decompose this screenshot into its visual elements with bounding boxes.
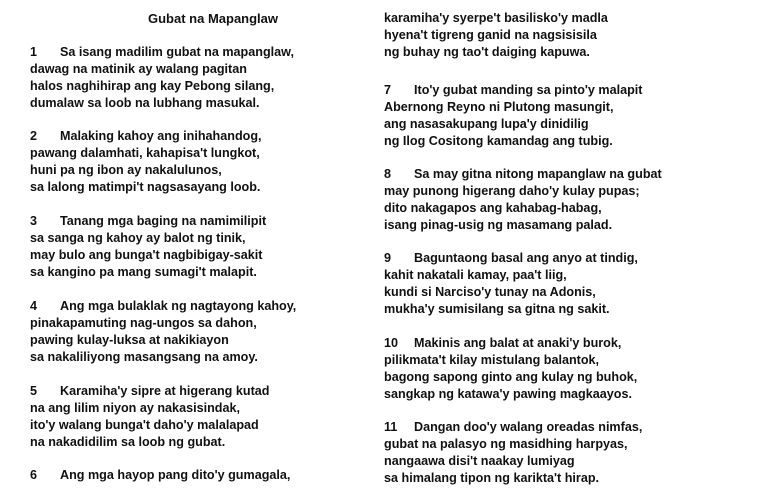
- verse-line: [30, 467, 290, 484]
- verse-line: [384, 453, 642, 470]
- verse-line: [384, 470, 642, 487]
- verse-line: [30, 179, 262, 196]
- verse-line: [30, 61, 294, 78]
- verse-text: ng buhay ng tao't daiging kapuwa.: [384, 45, 590, 59]
- verse-line: [384, 116, 643, 133]
- stanza: [30, 298, 296, 366]
- stanza: [384, 419, 642, 487]
- verse-line: [30, 78, 294, 95]
- stanza: [30, 128, 262, 196]
- stanza: [30, 44, 294, 112]
- verse-text: Makinis ang balat at anaki'y burok,: [414, 336, 622, 350]
- verse-line: [384, 27, 608, 44]
- verse-text: Ang mga hayop pang dito'y gumagala,: [60, 468, 291, 482]
- verse-text: Sa isang madilim gubat na mapanglaw,: [60, 45, 294, 59]
- verse-line: [384, 217, 662, 234]
- stanza: [30, 467, 290, 484]
- verse-text: pilikmata't kilay mistulang balantok,: [384, 353, 600, 367]
- verse-text: nangaawa disi't naakay lumiyag: [384, 454, 575, 468]
- verse-text: dawag na matinik ay walang pagitan: [30, 62, 247, 76]
- verse-text: pawing kulay-luksa at nakikiayon: [30, 333, 229, 347]
- stanza: [384, 335, 637, 403]
- verse-line: [384, 352, 637, 369]
- verse-text: dito nakagapos ang kahabag-habag,: [384, 201, 602, 215]
- verse-line: [384, 267, 638, 284]
- verse-text: isang pinag-usig ng masamang palad.: [384, 218, 613, 232]
- verse-text: sa lalong matimpi't nagsasayang loob.: [30, 180, 261, 194]
- poem-title: Gubat na Mapanglaw: [148, 11, 279, 26]
- stanza-number: 6: [30, 468, 38, 482]
- verse-line: [30, 44, 294, 61]
- verse-line: [30, 298, 296, 315]
- verse-text: karamiha'y syerpe't basilisko'y madla: [384, 11, 608, 25]
- verse-line: [384, 200, 662, 217]
- verse-text: mukha'y sumisilang sa gitna ng sakit.: [384, 302, 610, 316]
- stanza-number: 7: [384, 83, 392, 97]
- verse-text: Dangan doo'y walang oreadas nimfas,: [414, 420, 643, 434]
- stanza-number: 11: [384, 420, 398, 434]
- stanza-number: 3: [30, 214, 38, 228]
- verse-line: [30, 162, 262, 179]
- verse-line: [30, 145, 262, 162]
- verse-line: [30, 434, 269, 451]
- verse-line: [384, 436, 642, 453]
- verse-text: pawang dalamhati, kahapisa't lungkot,: [30, 146, 260, 160]
- stanza-number: 5: [30, 384, 38, 398]
- verse-line: [384, 419, 642, 436]
- stanza-number: 4: [30, 299, 38, 313]
- verse-line: [30, 400, 269, 417]
- verse-text: ang nasasakupang lupa'y dinidilig: [384, 117, 589, 131]
- verse-text: na ang lilim niyon ay nakasisindak,: [30, 401, 240, 415]
- verse-text: sa himalang tipon ng karikta't hirap.: [384, 471, 600, 485]
- stanza-number: 8: [384, 167, 392, 181]
- verse-text: Malaking kahoy ang inihahandog,: [60, 129, 262, 143]
- verse-line: [30, 349, 296, 366]
- verse-text: kundi si Narciso'y tunay na Adonis,: [384, 285, 596, 299]
- verse-line: [384, 250, 638, 267]
- verse-line: [384, 44, 608, 61]
- verse-line: [384, 133, 643, 150]
- stanza: [384, 250, 638, 318]
- stanza-number: 9: [384, 251, 392, 265]
- verse-text: Tanang mga baging na namimilipit: [60, 214, 267, 228]
- verse-line: [30, 230, 266, 247]
- verse-text: gubat na palasyo ng masidhing harpyas,: [384, 437, 628, 451]
- verse-text: halos naghihirap ang kay Pebong silang,: [30, 79, 275, 93]
- verse-line: [384, 82, 643, 99]
- verse-text: may punong higerang daho'y kulay pupas;: [384, 184, 640, 198]
- verse-text: Abernong Reyno ni Plutong masungit,: [384, 100, 614, 114]
- verse-text: ito'y walang bunga't daho'y malalapad: [30, 418, 259, 432]
- verse-line: [384, 369, 637, 386]
- verse-text: may bulo ang bunga't nagbibigay-sakit: [30, 248, 263, 262]
- verse-line: [384, 99, 643, 116]
- verse-line: [384, 284, 638, 301]
- verse-text: dumalaw sa loob na lubhang masukal.: [30, 96, 260, 110]
- verse-line: [384, 335, 637, 352]
- stanza: [384, 166, 662, 234]
- verse-text: sa kangino pa mang sumagi't malapit.: [30, 265, 257, 279]
- verse-text: pinakapamuting nag-ungos sa dahon,: [30, 316, 257, 330]
- verse-text: ng Ilog Cositong kamandag ang tubig.: [384, 134, 613, 148]
- verse-text: sa nakaliliyong masangsang na amoy.: [30, 350, 258, 364]
- verse-line: [384, 166, 662, 183]
- verse-text: bagong sapong ginto ang kulay ng buhok,: [384, 370, 638, 384]
- verse-line: [30, 417, 269, 434]
- stanza: [30, 383, 269, 451]
- verse-text: Baguntaong basal ang anyo at tindig,: [414, 251, 638, 265]
- verse-line: [30, 383, 269, 400]
- verse-text: sangkap ng katawa'y pawing magkaayos.: [384, 387, 632, 401]
- verse-line: [30, 247, 266, 264]
- verse-text: Ito'y gubat manding sa pinto'y malapit: [414, 83, 643, 97]
- verse-line: [384, 386, 637, 403]
- verse-line: [30, 213, 266, 230]
- stanza-number: 1: [30, 45, 38, 59]
- stanza: [384, 82, 643, 150]
- verse-line: [384, 301, 638, 318]
- stanza-number: 10: [384, 336, 399, 350]
- stanza: [30, 213, 266, 281]
- verse-line: [30, 315, 296, 332]
- verse-line: [30, 95, 294, 112]
- verse-line: [30, 264, 266, 281]
- verse-text: Ang mga bulaklak ng nagtayong kahoy,: [60, 299, 297, 313]
- verse-text: Karamiha'y sipre at higerang kutad: [60, 384, 270, 398]
- verse-text: kahit nakatali kamay, paa't liig,: [384, 268, 567, 282]
- verse-text: na nakadidilim sa loob ng gubat.: [30, 435, 226, 449]
- verse-line: [384, 10, 608, 27]
- verse-text: hyena't tigreng ganid na nagsisisila: [384, 28, 597, 42]
- verse-line: [384, 183, 662, 200]
- stanza-number: 2: [30, 129, 38, 143]
- verse-text: Sa may gitna nitong mapanglaw na gubat: [414, 167, 662, 181]
- verse-line: [30, 332, 296, 349]
- stanza: [384, 10, 608, 61]
- verse-line: [30, 128, 262, 145]
- verse-text: huni pa ng ibon ay nakalulunos,: [30, 163, 222, 177]
- verse-text: sa sanga ng kahoy ay balot ng tinik,: [30, 231, 246, 245]
